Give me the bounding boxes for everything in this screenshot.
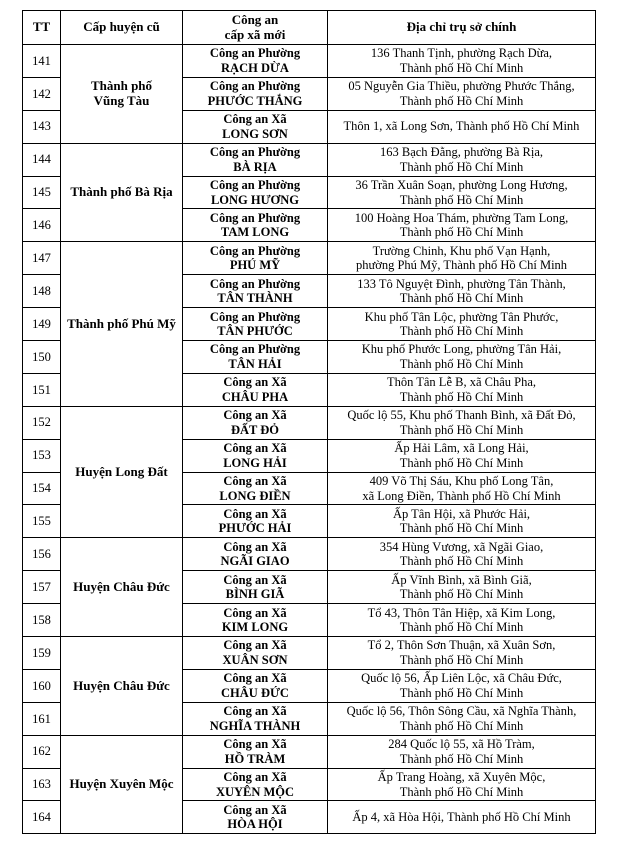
address-line: Thành phố Hồ Chí Minh — [399, 356, 524, 371]
unit-type: Công an Xã — [223, 737, 287, 752]
table-row — [23, 538, 596, 571]
document-page — [22, 10, 596, 834]
address-line: 136 Thanh Tịnh, phường Rạch Dừa, — [370, 46, 553, 61]
row-number: 160 — [23, 669, 61, 702]
address-line: Thôn Tân Lễ B, xã Châu Pha, — [386, 375, 537, 390]
new-unit-cell — [183, 308, 328, 341]
header-tt: TT — [23, 11, 61, 45]
unit-name: HÒA HỘI — [227, 817, 283, 832]
row-number: 163 — [23, 768, 61, 801]
unit-type: Công an Xã — [223, 671, 287, 686]
address-line: Thành phố Hồ Chí Minh — [399, 60, 524, 75]
old-district-line: Huyện Xuyên Mộc — [69, 776, 174, 792]
address-line: Thành phố Hồ Chí Minh — [399, 225, 524, 240]
row-number: 153 — [23, 439, 61, 472]
address-cell — [328, 505, 596, 538]
address-line: 36 Trần Xuân Soạn, phường Long Hương, — [355, 178, 568, 192]
header-address: Địa chỉ trụ sở chính — [328, 11, 596, 45]
header-old-district: Cấp huyện cũ — [61, 11, 183, 45]
address-line: Tổ 43, Thôn Tân Hiệp, xã Kim Long, — [367, 605, 556, 620]
new-unit-cell — [183, 702, 328, 735]
unit-name: XUÂN SƠN — [222, 652, 288, 667]
table-row — [23, 637, 596, 670]
address-line: Thành phố Hồ Chí Minh — [399, 718, 524, 733]
row-number: 149 — [23, 308, 61, 341]
old-district-line: Thành phố Bà Rịa — [70, 184, 173, 200]
old-district-cell — [61, 242, 183, 406]
new-unit-cell — [183, 77, 328, 110]
table-row — [23, 242, 596, 275]
address-line: Ấp Vĩnh Bình, xã Bình Giã, — [391, 572, 532, 587]
address-line: Ấp Tân Hội, xã Phước Hải, — [392, 506, 531, 521]
unit-name: TÂN HẢI — [228, 356, 282, 371]
row-number: 156 — [23, 538, 61, 571]
old-district-cell — [61, 637, 183, 736]
old-district-line: Thành phố — [90, 78, 153, 94]
address-line: Ấp Trang Hoàng, xã Xuyên Mộc, — [377, 770, 546, 785]
new-unit-cell — [183, 801, 328, 834]
address-cell — [328, 735, 596, 768]
address-line: Trường Chinh, Khu phố Vạn Hạnh, — [372, 243, 551, 258]
unit-name: LONG SƠN — [222, 126, 288, 141]
row-number: 161 — [23, 702, 61, 735]
unit-type: Công an Xã — [223, 474, 287, 489]
address-cell — [328, 669, 596, 702]
address-line: Quốc lộ 55, Khu phố Thanh Bình, xã Đất Đỏ, — [347, 408, 576, 423]
unit-type: Công an Xã — [223, 802, 287, 817]
unit-type: Công an Xã — [223, 572, 287, 587]
address-cell — [328, 242, 596, 275]
unit-type: Công an Xã — [223, 704, 287, 719]
unit-name: CHÂU PHA — [221, 389, 289, 404]
unit-type: Công an Phường — [209, 178, 301, 192]
new-unit-cell — [183, 176, 328, 209]
address-cell — [328, 538, 596, 571]
table-row — [23, 406, 596, 439]
unit-name: BÀ RỊA — [233, 159, 277, 174]
address-cell — [328, 77, 596, 110]
row-number: 145 — [23, 176, 61, 209]
address-cell — [328, 801, 596, 834]
address-line: Thành phố Hồ Chí Minh — [399, 652, 524, 667]
new-unit-cell — [183, 571, 328, 604]
address-line: phường Phú Mỹ, Thành phố Hồ Chí Minh — [355, 258, 568, 273]
old-district-cell — [61, 538, 183, 637]
row-number: 159 — [23, 637, 61, 670]
table-row — [23, 45, 596, 78]
address-line: Thành phố Hồ Chí Minh — [399, 291, 524, 306]
new-unit-cell — [183, 373, 328, 406]
old-district-line: Huyện Long Đất — [75, 463, 168, 479]
new-unit-cell — [183, 538, 328, 571]
address-line: Thành phố Hồ Chí Minh — [399, 685, 524, 700]
unit-name: NGHĨA THÀNH — [209, 718, 301, 733]
row-number: 158 — [23, 604, 61, 637]
row-number: 146 — [23, 209, 61, 242]
header-new-unit-line2: cấp xã mới — [224, 26, 286, 42]
address-cell — [328, 308, 596, 341]
table-row — [23, 735, 596, 768]
unit-name: PHÚ MỸ — [229, 258, 281, 273]
unit-type: Công an Xã — [223, 605, 287, 620]
address-line: Thành phố Hồ Chí Minh — [399, 159, 524, 174]
address-cell — [328, 373, 596, 406]
new-unit-cell — [183, 242, 328, 275]
address-line: Thành phố Hồ Chí Minh — [399, 554, 524, 569]
unit-type: Công an Phường — [209, 309, 301, 324]
row-number: 143 — [23, 110, 61, 143]
address-line: Thôn 1, xã Long Sơn, Thành phố Hồ Chí Minh — [343, 119, 580, 134]
address-line: 133 Tô Nguyệt Đình, phường Tân Thành, — [357, 276, 566, 291]
unit-type: Công an Phường — [209, 276, 301, 291]
address-line: Thành phố Hồ Chí Minh — [399, 620, 524, 635]
address-cell — [328, 472, 596, 505]
address-line: Tổ 2, Thôn Sơn Thuận, xã Xuân Sơn, — [367, 638, 556, 653]
address-line: Ấp Hải Lâm, xã Long Hải, — [394, 441, 529, 456]
new-unit-cell — [183, 45, 328, 78]
unit-type: Công an Phường — [209, 79, 301, 94]
row-number: 147 — [23, 242, 61, 275]
address-line: Thành phố Hồ Chí Minh — [399, 455, 524, 470]
header-new-unit-line1: Công an — [231, 12, 279, 27]
address-line: Thành phố Hồ Chí Minh — [399, 93, 524, 108]
address-line: Thành phố Hồ Chí Minh — [399, 422, 524, 437]
unit-name: BÌNH GIÃ — [225, 587, 285, 602]
address-cell — [328, 143, 596, 176]
old-district-cell — [61, 406, 183, 538]
address-line: xã Long Điền, Thành phố Hồ Chí Minh — [362, 488, 561, 503]
address-cell — [328, 702, 596, 735]
address-cell — [328, 209, 596, 242]
unit-type: Công an Xã — [223, 112, 287, 127]
old-district-cell — [61, 735, 183, 834]
address-line: Thành phố Hồ Chí Minh — [399, 751, 524, 766]
address-cell — [328, 571, 596, 604]
unit-name: HỒ TRÀM — [224, 751, 286, 766]
address-line: 354 Hùng Vương, xã Ngãi Giao, — [379, 539, 544, 554]
address-cell — [328, 341, 596, 374]
address-line: Thành phố Hồ Chí Minh — [399, 192, 524, 207]
unit-name: NGÃI GIAO — [220, 554, 290, 569]
row-number: 144 — [23, 143, 61, 176]
table-row — [23, 143, 596, 176]
unit-name: KIM LONG — [221, 620, 289, 635]
new-unit-cell — [183, 637, 328, 670]
unit-name: TÂN PHƯỚC — [217, 324, 293, 339]
unit-type: Công an Phường — [209, 46, 301, 61]
old-district-line: Vũng Tàu — [93, 92, 150, 108]
old-district-line: Thành phố Phú Mỹ — [67, 315, 176, 331]
table-header-row — [23, 11, 596, 45]
row-number: 164 — [23, 801, 61, 834]
unit-type: Công an Xã — [223, 441, 287, 456]
police-units-table — [22, 10, 596, 834]
address-cell — [328, 275, 596, 308]
address-cell — [328, 439, 596, 472]
new-unit-cell — [183, 275, 328, 308]
unit-name: ĐẤT ĐỎ — [230, 422, 280, 437]
address-line: Khu phố Tân Lộc, phường Tân Phước, — [364, 309, 559, 324]
row-number: 162 — [23, 735, 61, 768]
unit-type: Công an Xã — [223, 506, 287, 521]
unit-type: Công an Xã — [223, 408, 287, 423]
address-line: Thành phố Hồ Chí Minh — [399, 587, 524, 602]
address-line: Thành phố Hồ Chí Minh — [399, 784, 524, 799]
unit-name: CHÂU ĐỨC — [221, 685, 289, 700]
unit-name: TAM LONG — [220, 225, 290, 240]
row-number: 142 — [23, 77, 61, 110]
unit-type: Công an Phường — [209, 145, 301, 160]
new-unit-cell — [183, 439, 328, 472]
address-line: Thành phố Hồ Chí Minh — [399, 324, 524, 339]
unit-type: Công an Xã — [223, 375, 287, 390]
address-cell — [328, 604, 596, 637]
address-line: 163 Bạch Đằng, phường Bà Rịa, — [379, 145, 543, 160]
new-unit-cell — [183, 669, 328, 702]
unit-type: Công an Phường — [209, 342, 301, 357]
address-cell — [328, 637, 596, 670]
new-unit-cell — [183, 209, 328, 242]
address-line: 05 Nguyễn Gia Thiều, phường Phước Thắng, — [348, 79, 575, 94]
row-number: 150 — [23, 341, 61, 374]
unit-name: XUYÊN MỘC — [215, 784, 295, 799]
new-unit-cell — [183, 472, 328, 505]
unit-name: PHƯỚC HẢI — [218, 521, 292, 536]
address-line: Quốc lộ 56, Ấp Liên Lộc, xã Châu Đức, — [361, 671, 562, 686]
address-line: Ấp 4, xã Hòa Hội, Thành phố Hồ Chí Minh — [352, 810, 571, 825]
row-number: 155 — [23, 505, 61, 538]
unit-type: Công an Xã — [223, 770, 287, 785]
address-cell — [328, 768, 596, 801]
table-body — [23, 45, 596, 834]
unit-name: LONG ĐIỀN — [219, 488, 291, 503]
address-cell — [328, 110, 596, 143]
old-district-line: Huyện Châu Đức — [73, 677, 170, 693]
unit-type: Công an Phường — [209, 210, 301, 225]
unit-name: LONG HẢI — [223, 455, 287, 470]
address-line: Thành phố Hồ Chí Minh — [399, 389, 524, 404]
unit-name: PHƯỚC THẮNG — [207, 93, 303, 108]
unit-type: Công an Xã — [223, 539, 287, 554]
new-unit-cell — [183, 341, 328, 374]
unit-name: RẠCH DỪA — [221, 60, 289, 75]
address-line: 409 Võ Thị Sáu, Khu phố Long Tân, — [369, 474, 554, 489]
address-line: 284 Quốc lộ 55, xã Hồ Tràm, — [388, 737, 535, 752]
row-number: 157 — [23, 571, 61, 604]
address-cell — [328, 45, 596, 78]
new-unit-cell — [183, 110, 328, 143]
address-line: Thành phố Hồ Chí Minh — [399, 521, 524, 536]
address-line: Khu phố Phước Long, phường Tân Hải, — [361, 342, 562, 357]
row-number: 154 — [23, 472, 61, 505]
old-district-cell — [61, 45, 183, 144]
address-line: Quốc lộ 56, Thôn Sông Cầu, xã Nghĩa Thành, — [346, 704, 577, 719]
address-cell — [328, 406, 596, 439]
row-number: 152 — [23, 406, 61, 439]
new-unit-cell — [183, 143, 328, 176]
unit-name: LONG HƯƠNG — [210, 192, 300, 207]
unit-name: TÂN THÀNH — [217, 291, 293, 306]
new-unit-cell — [183, 604, 328, 637]
row-number: 151 — [23, 373, 61, 406]
address-cell — [328, 176, 596, 209]
new-unit-cell — [183, 735, 328, 768]
new-unit-cell — [183, 505, 328, 538]
address-line: 100 Hoàng Hoa Thám, phường Tam Long, — [354, 210, 569, 225]
old-district-line: Huyện Châu Đức — [73, 578, 170, 594]
row-number: 141 — [23, 45, 61, 78]
unit-type: Công an Xã — [223, 638, 287, 653]
row-number: 148 — [23, 275, 61, 308]
old-district-cell — [61, 143, 183, 242]
new-unit-cell — [183, 406, 328, 439]
unit-type: Công an Phường — [209, 243, 301, 258]
header-new-unit — [183, 11, 328, 45]
new-unit-cell — [183, 768, 328, 801]
